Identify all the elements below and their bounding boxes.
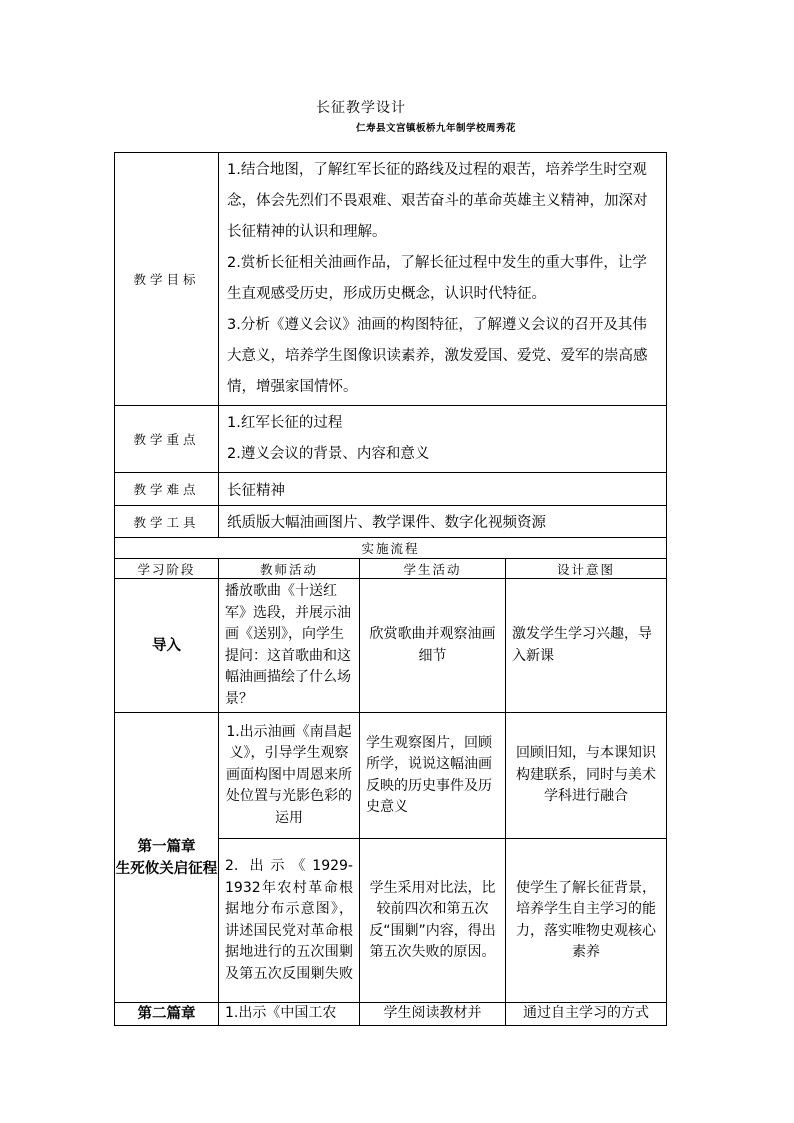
chapter1-design-intent-2: 使学生了解长征背景，培养学生自主学习的能力，落实唯物史观核心素养: [506, 839, 667, 1003]
key-points-label: 教学重点: [115, 406, 219, 473]
intro-stage: 导入: [115, 579, 219, 713]
column-header-row: [115, 559, 667, 579]
lesson-plan-table: [114, 152, 667, 1026]
difficulty-label: 教学难点: [115, 473, 219, 506]
tools-value: 纸质版大幅油画图片、教学课件、数字化视频资源: [219, 506, 667, 538]
column-header-teacher: 教师活动: [219, 559, 360, 579]
flow-header: 实施流程: [115, 538, 667, 559]
column-header-student: 学生活动: [360, 559, 506, 579]
objectives-label: 教学目标: [115, 153, 219, 406]
document-title: 长征教学设计: [316, 100, 406, 116]
key-point-item: 1.红军长征的过程: [227, 415, 343, 431]
chapter1-design-intent-1: 回顾旧知，与本课知识构建联系，同时与美术学科进行融合: [506, 713, 667, 839]
chapter1-student-activity-1: 学生观察图片，回顾所学，说说这幅油画反映的历史事件及历史意义: [360, 713, 506, 839]
chapter2-row: [115, 1003, 667, 1026]
intro-design-intent: 激发学生学习兴趣，导入新课: [506, 579, 667, 713]
intro-student-activity: 欣赏歌曲并观察油画细节: [360, 579, 506, 713]
key-points-content: [219, 406, 667, 473]
objectives-row: [115, 153, 667, 406]
document-author: 仁寿县文宫镇板桥九年制学校周秀花: [356, 123, 517, 134]
tools-label: 教学工具: [115, 506, 219, 538]
key-points-row: [115, 406, 667, 473]
flow-header-row: [115, 538, 667, 559]
chapter1-stage-subtitle: 生死攸关启征程: [115, 860, 218, 877]
difficulty-value: 长征精神: [219, 473, 667, 506]
objectives-content: [219, 153, 667, 406]
chapter2-design-intent: 通过自主学习的方式: [506, 1003, 667, 1026]
intro-row: [115, 579, 667, 713]
chapter2-student-activity: 学生阅读教材并: [360, 1003, 506, 1026]
chapter1-stage: [115, 713, 219, 1003]
chapter1-row-1: [115, 713, 667, 839]
key-point-item: 2.遵义会议的背景、内容和意义: [227, 446, 430, 462]
chapter1-teacher-activity-1: 1.出示油画《南昌起义》，引导学生观察画面构图中周恩来所处位置与光影色彩的运用: [219, 713, 360, 839]
objective-item: 1.结合地图，了解红军长征的路线及过程的艰苦，培养学生时空观念，体会先烈们不畏艰难、艰苦奋斗的革命英雄主义精神，加深对长征精神的认识和理解。: [227, 162, 648, 240]
intro-teacher-activity: 播放歌曲《十送红军》选段，并展示油画《送别》，向学生提问：这首歌曲和这幅油画描绘了什么场景？: [219, 579, 360, 713]
chapter1-student-activity-2: 学生采用对比法，比较前四次和第五次反“围剿”内容，得出第五次失败的原因。: [360, 839, 506, 1003]
chapter2-stage: 第二篇章: [115, 1003, 219, 1026]
chapter1-stage-title: 第一篇章: [137, 838, 196, 855]
column-header-stage: 学习阶段: [115, 559, 219, 579]
tools-row: [115, 506, 667, 538]
column-header-intent: 设计意图: [506, 559, 667, 579]
chapter1-teacher-activity-2: 2. 出示《1929-1932年农村革命根据地分布示意图》，讲述国民党对革命根据地进行的五次围剿及第五次反围剿失败: [219, 839, 360, 1003]
difficulty-row: [115, 473, 667, 506]
objective-item: 3.分析《遵义会议》油画的构图特征，了解遵义会议的召开及其伟大意义，培养学生图像识读素养，激发爱国、爱党、爱军的崇高感情，增强家国情怀。: [227, 317, 648, 395]
objective-item: 2.赏析长征相关油画作品，了解长征过程中发生的重大事件，让学生直观感受历史，形成历史概念，认识时代特征。: [227, 255, 647, 302]
chapter2-teacher-activity: 1.出示《中国工农: [219, 1003, 360, 1026]
